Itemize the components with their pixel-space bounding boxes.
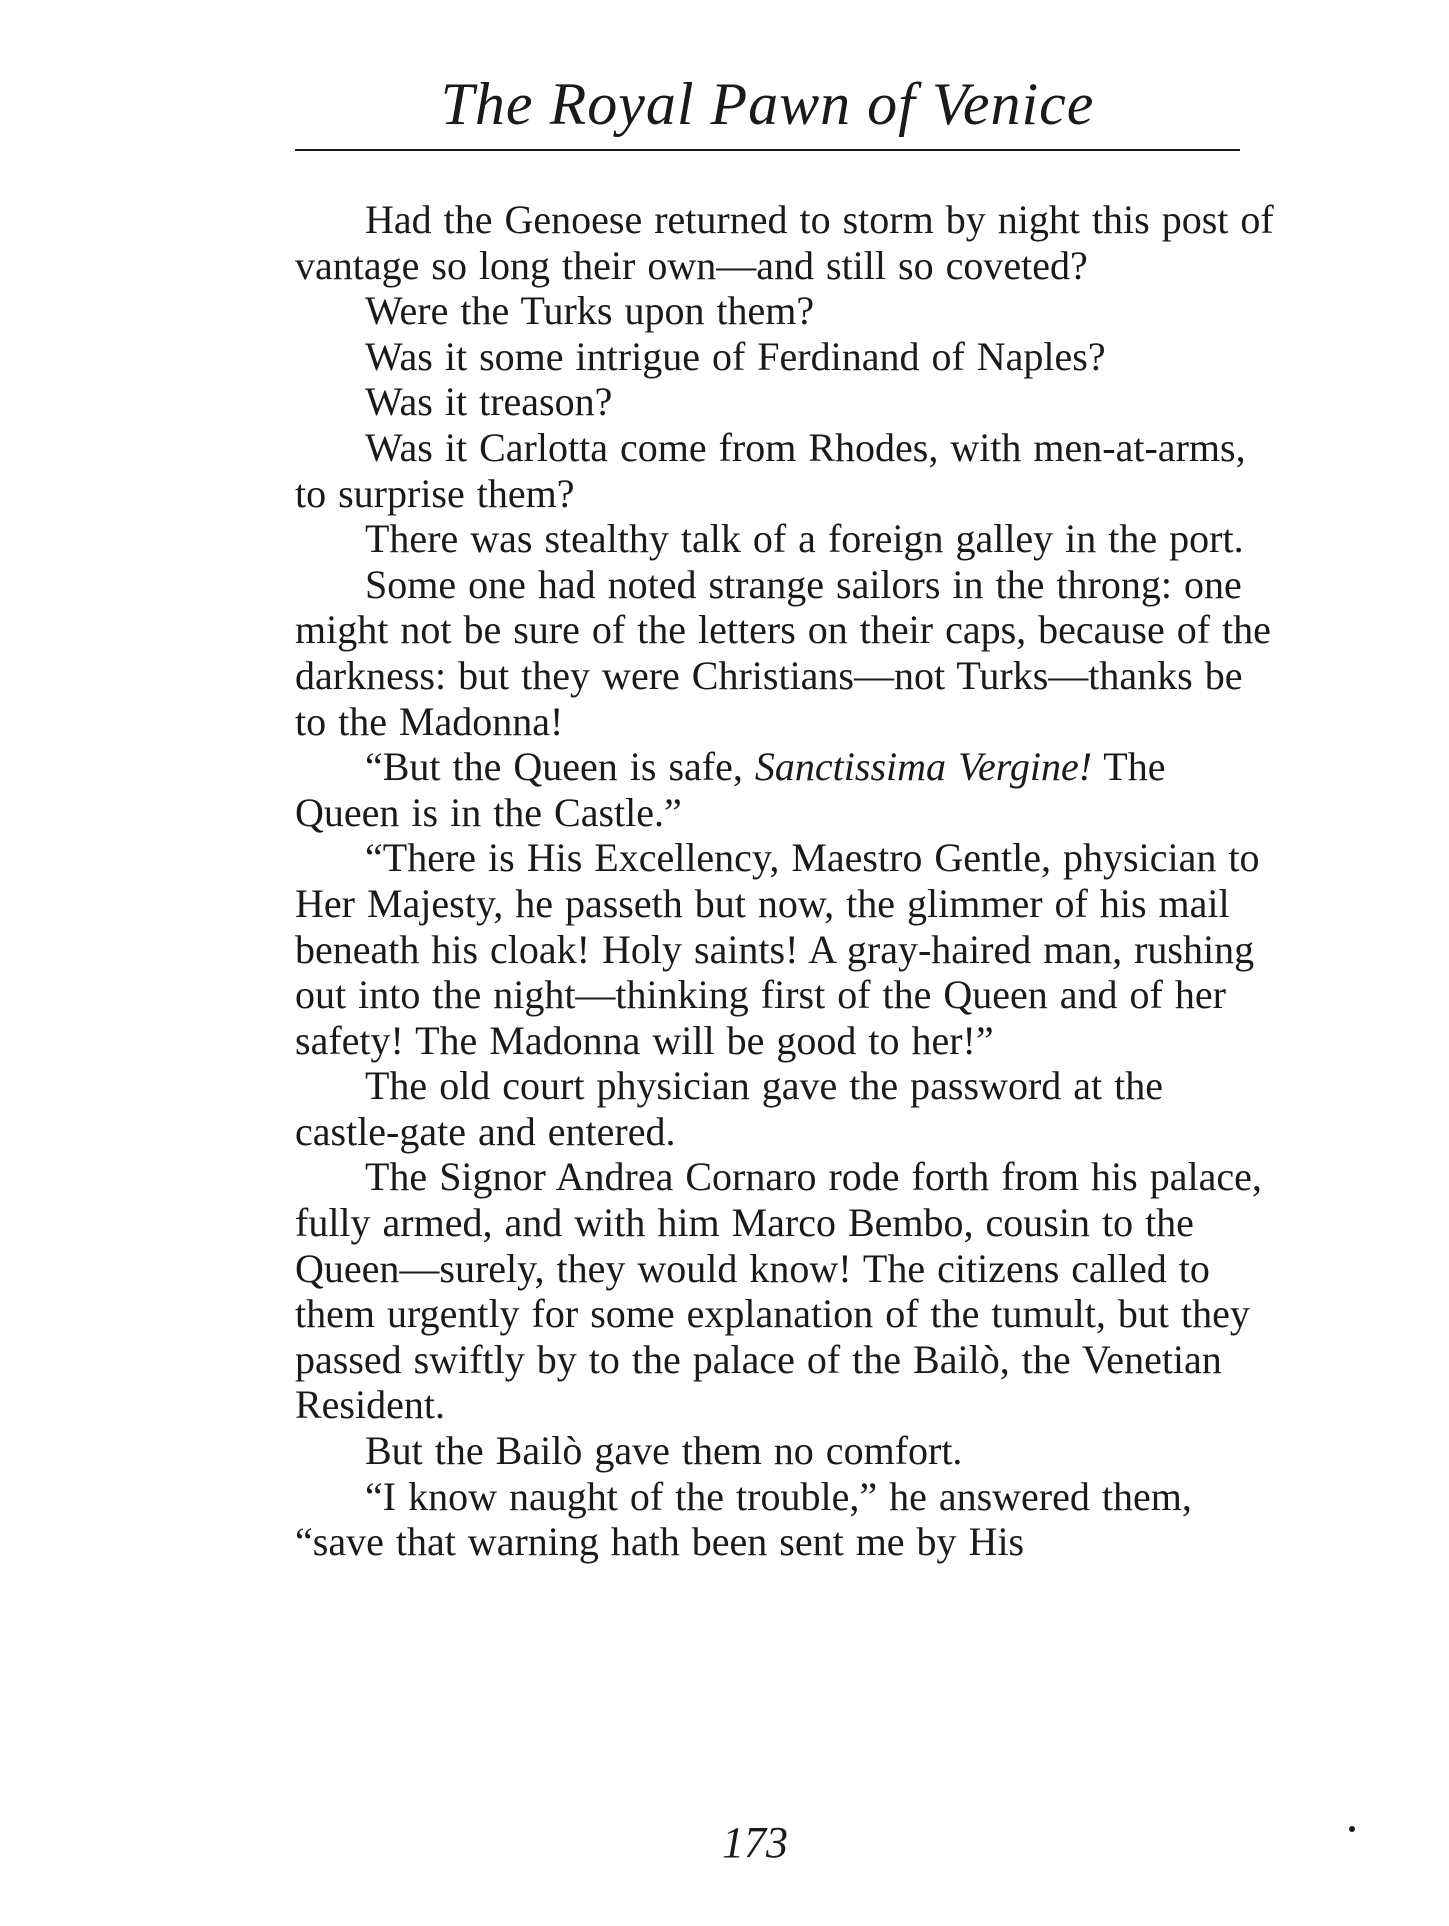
italic-exclamation: Sanctissima Vergine!: [754, 744, 1093, 790]
paragraph-1: Had the Genoese returned to storm by night this post of vantage so long their own—and still so coveted?: [295, 197, 1274, 288]
paragraph-2: Were the Turks upon them?: [365, 288, 815, 334]
header-rule: [295, 149, 1240, 151]
paragraph-13: “I know naught of the trouble,” he answered them, “save that warning hath been sent me by His: [295, 1473, 1192, 1565]
paragraph-3: Was it some intrigue of Ferdinand of Naples?: [365, 333, 1106, 379]
running-title: The Royal Pawn of Venice: [440, 71, 1095, 137]
paragraph-11: The Signor Andrea Cornaro rode forth from his palace, fully armed, and with him Marco Bembo, cousin to the Queen—surely, they would know! The citizens called to them urgently for some explanation of the tumult, but they passed swiftly by to the palace of the Bailò, the Venetian Resident.: [295, 1154, 1262, 1428]
paragraph-9: “There is His Excellency, Maestro Gentle, physician to Her Majesty, he passeth but now, the glimmer of his mail beneath his cloak! Holy saints! A gray-haired man, rushing out into the night—thinking first of the Queen and of her safety! The Madonna will be good to her!”: [295, 835, 1260, 1063]
paragraph-7: Some one had noted strange sailors in the throng: one might not be sure of the letters on their caps, because of the darkness: but they were Christians—not Turks—thanks be to the Madonna!: [295, 561, 1271, 744]
paragraph-8-start: “But the Queen is safe,: [365, 744, 755, 790]
paragraph-4: Was it treason?: [365, 379, 613, 425]
paragraph-6: There was stealthy talk of a foreign galley in the port.: [365, 516, 1244, 562]
paragraph-10: The old court physician gave the password at the castle-gate and entered.: [295, 1063, 1163, 1154]
ink-speck: [1349, 1826, 1355, 1832]
page-number: 173: [722, 1818, 788, 1867]
body-text: [295, 197, 1275, 1565]
paragraph-8-end: The Queen is in the Castle.”: [295, 744, 1166, 835]
paragraph-5: Was it Carlotta come from Rhodes, with men-at-arms, to surprise them?: [295, 424, 1246, 516]
paragraph-12: But the Bailò gave them no comfort.: [365, 1428, 963, 1474]
paragraph-8: [295, 744, 1275, 835]
